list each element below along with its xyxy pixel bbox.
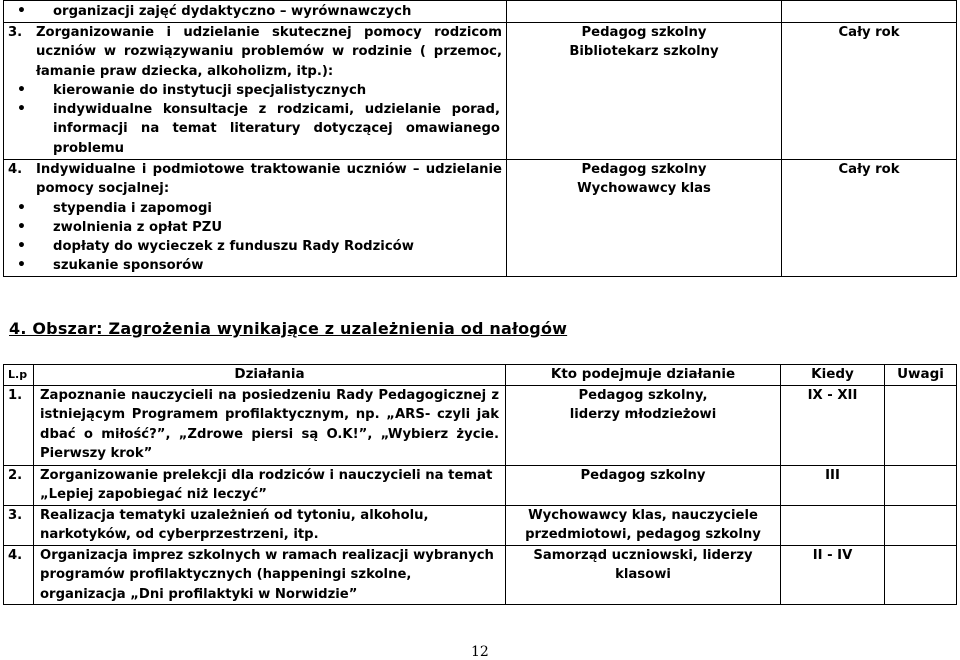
table-row — [4, 160, 957, 277]
timeframe: III — [781, 466, 885, 506]
row-text: Indywidualne i podmiotowe traktowanie uczniów – udzielanie pomocy socjalnej: — [36, 162, 502, 197]
timeframe: IX - XII — [781, 386, 885, 466]
row-number: 4. — [8, 162, 23, 177]
section-heading: 4. Obszar: Zagrożenia wynikające z uzależnienia od nałogów — [9, 319, 568, 338]
header-when: Kiedy — [781, 365, 885, 386]
responsible-person: Pedagog szkolny, liderzy młodzieżowi — [506, 386, 781, 466]
responsible-person: Pedagog szkolny — [581, 162, 707, 177]
action-text: Zorganizowanie prelekcji dla rodziców i nauczycieli na temat „Lepiej zapobiegać niż leczyć” — [34, 466, 506, 506]
header-notes: Uwagi — [885, 365, 957, 386]
timeframe: Cały rok — [838, 162, 900, 177]
table-row — [4, 1, 957, 23]
header-who: Kto podejmuje działanie — [506, 365, 781, 386]
page-number: 12 — [471, 644, 489, 660]
table-row — [4, 386, 957, 466]
header-actions: Działania — [34, 365, 506, 386]
responsible-person: Bibliotekarz szkolny — [569, 44, 719, 60]
action-text: Zapoznanie nauczycieli na posiedzeniu Rady Pedagogicznej z istniejącym Programem profilaktycznym, np. „ARS- czyli jak dbać o miłość?”, „Zdrowe piersi są O.K!”, „Wybierz życie. Pierwszy krok” — [34, 386, 506, 466]
measures-table — [3, 364, 957, 605]
row-number: 3. — [8, 25, 23, 40]
notes-cell — [885, 386, 957, 466]
notes-cell — [885, 546, 957, 605]
list-item: • kierowanie do instytucji specjalistycznych — [4, 81, 506, 100]
responsible-person: Wychowawcy klas — [577, 181, 711, 197]
list-item: • zwolnienia z opłat PZU — [4, 218, 506, 237]
list-item: • dopłaty do wycieczek z funduszu Rady Rodziców — [4, 237, 506, 256]
row-number: 4. — [4, 546, 34, 605]
timeframe — [781, 506, 885, 546]
notes-cell — [885, 506, 957, 546]
timeframe: II - IV — [781, 546, 885, 605]
row-number: 3. — [4, 506, 34, 546]
table-header-row — [4, 365, 957, 386]
action-text: Organizacja imprez szkolnych w ramach realizacji wybranych programów profilaktycznych (happeningi szkolne, organizacja „Dni profilaktyki w Norwidzie” — [34, 546, 506, 605]
row-number: 2. — [4, 466, 34, 506]
table-row — [4, 506, 957, 546]
notes-cell — [885, 466, 957, 506]
responsible-person: Pedagog szkolny — [581, 25, 707, 40]
timeframe: Cały rok — [838, 25, 900, 40]
list-item: • indywidualne konsultacje z rodzicami, udzielanie porad, informacji na temat literatury dotyczącej omawianego problemu — [4, 100, 506, 158]
row-number: 1. — [4, 386, 34, 466]
table-row — [4, 23, 957, 160]
responsible-person: Pedagog szkolny — [506, 466, 781, 506]
list-item: • organizacji zajęć dydaktyczno – wyrównawczych — [4, 2, 506, 21]
top-table — [3, 0, 957, 277]
table-row — [4, 546, 957, 605]
header-lp: L.p — [4, 365, 34, 386]
row-text: Zorganizowanie i udzielanie skutecznej pomocy rodzicom uczniów w rozwiązywaniu problemów w rodzinie ( przemoc, łamanie praw dziecka, alkoholizm, itp.): — [36, 25, 502, 79]
responsible-person: Wychowawcy klas, nauczyciele przedmiotowi, pedagog szkolny — [506, 506, 781, 546]
list-item: • szukanie sponsorów — [4, 256, 506, 275]
table-row — [4, 466, 957, 506]
list-item: • stypendia i zapomogi — [4, 199, 506, 218]
action-text: Realizacja tematyki uzależnień od tytoniu, alkoholu, narkotyków, od cyberprzestrzeni, itp. — [34, 506, 506, 546]
responsible-person: Samorząd uczniowski, liderzy klasowi — [506, 546, 781, 605]
